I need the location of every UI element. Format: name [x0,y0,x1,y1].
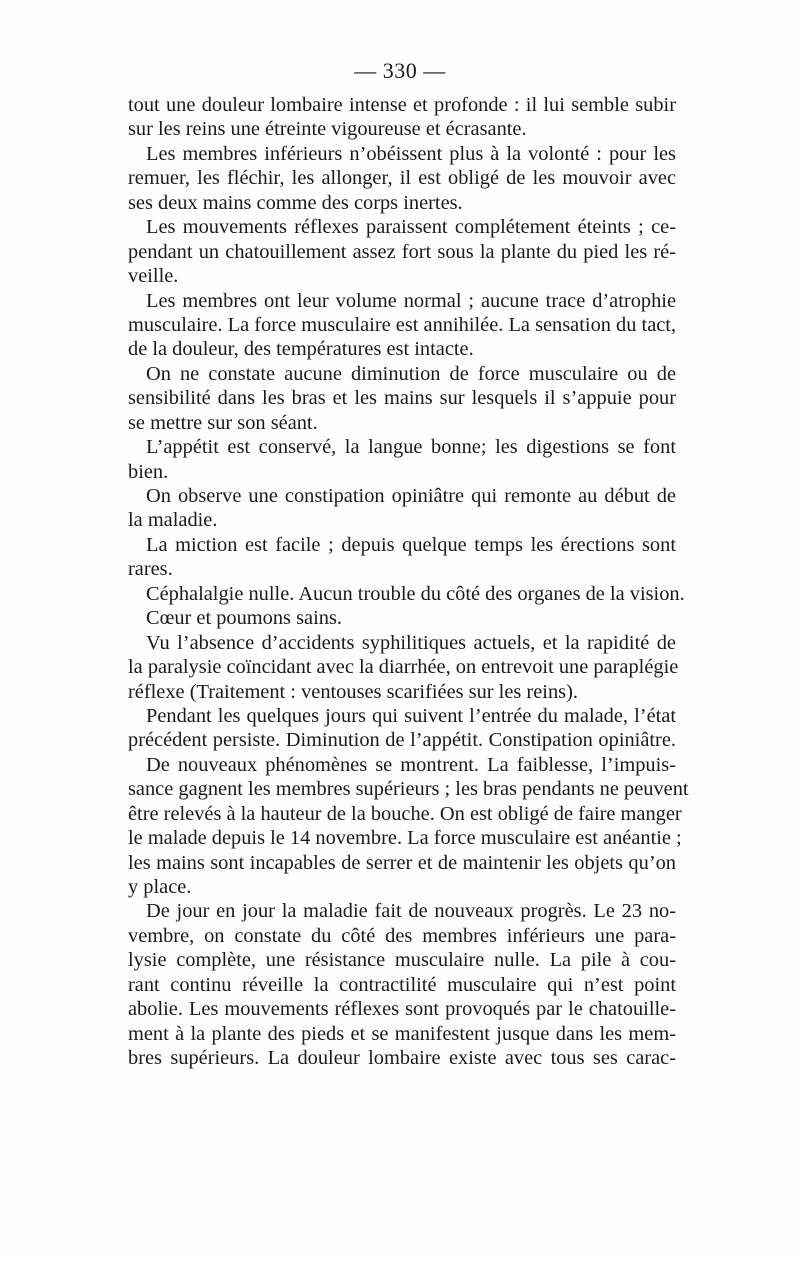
text-line: Céphalalgie nulle. Aucun trouble du côté des organes de la vision. [146,582,685,605]
text-line: sance gagnent les membres supérieurs ; les bras pendants ne peuvent [128,778,689,801]
text-line: Les membres ont leur volume normal ; aucune trace d’atrophie [146,289,676,312]
text-line: bres supérieurs. La douleur lombaire existe avec tous ses carac- [128,1047,676,1070]
body-text [128,93,689,1071]
text-line: se mettre sur son séant. [128,411,318,434]
text-line: rares. [128,558,173,581]
text-line: de la douleur, des températures est intacte. [128,338,474,361]
text-line: remuer, les fléchir, les allonger, il est obligé de les mouvoir avec [128,167,676,190]
text-line: sur les reins une étreinte vigoureuse et écrasante. [128,118,527,141]
text-line: Les mouvements réflexes paraissent complétement éteints ; ce- [146,216,676,239]
text-line: sensibilité dans les bras et les mains sur lesquels il s’appuie pour [128,387,676,410]
text-line: tout une douleur lombaire intense et profonde : il lui semble subir [128,94,676,116]
page-number: — 330 — [354,58,446,83]
text-line: De nouveaux phénomènes se montrent. La faiblesse, l’impuis- [146,753,676,776]
text-line: le malade depuis le 14 novembre. La force musculaire est anéantie ; [128,827,682,850]
text-line: ses deux mains comme des corps inertes. [128,191,463,214]
text-line: ment à la plante des pieds et se manifestent jusque dans les mem- [128,1022,676,1045]
text-line: être relevés à la hauteur de la bouche. On est obligé de faire manger [128,802,682,825]
text-line: Les membres inférieurs n’obéissent plus à la volonté : pour les [146,142,676,165]
text-line: On observe une constipation opiniâtre qui remonte au début de [146,485,676,507]
text-line: lysie complète, une résistance musculaire nulle. La pile à cou- [128,949,676,972]
text-line: réflexe (Traitement : ventouses scarifiées sur les reins). [128,680,578,703]
text-line: musculaire. La force musculaire est annihilée. La sensation du tact, [128,313,677,336]
text-line: les mains sont incapables de serrer et de maintenir les objets qu’on [128,851,676,874]
text-line: De jour en jour la maladie fait de nouveaux progrès. Le 23 no- [146,900,676,923]
text-line: Vu l’absence d’accidents syphilitiques actuels, et la rapidité de [146,631,676,654]
text-line: Pendant les quelques jours qui suivent l’entrée du malade, l’état [146,704,676,727]
text-line: précédent persiste. Diminution de l’appétit. Constipation opiniâtre. [128,729,676,752]
text-line: On ne constate aucune diminution de force musculaire ou de [146,362,676,385]
text-line: veille. [128,265,179,288]
text-line: abolie. Les mouvements réflexes sont provoqués par le chatouille- [128,998,676,1021]
text-line: la paralysie coïncidant avec la diarrhée, on entrevoit une paraplégie [128,656,679,679]
text-line: vembre, on constate du côté des membres inférieurs une para- [128,924,676,947]
text-line: pendant un chatouillement assez fort sous la plante du pied les ré- [128,240,676,263]
text-line: rant continu réveille la contractilité musculaire qui n’est point [128,973,676,996]
text-line: la maladie. [128,509,218,532]
text-line: L’appétit est conservé, la langue bonne; les digestions se font [146,436,676,459]
text-line: y place. [128,876,192,898]
text-line: Cœur et poumons sains. [146,607,342,630]
text-line: La miction est facile ; depuis quelque temps les érections sont [146,533,676,556]
text-line: bien. [128,460,169,483]
